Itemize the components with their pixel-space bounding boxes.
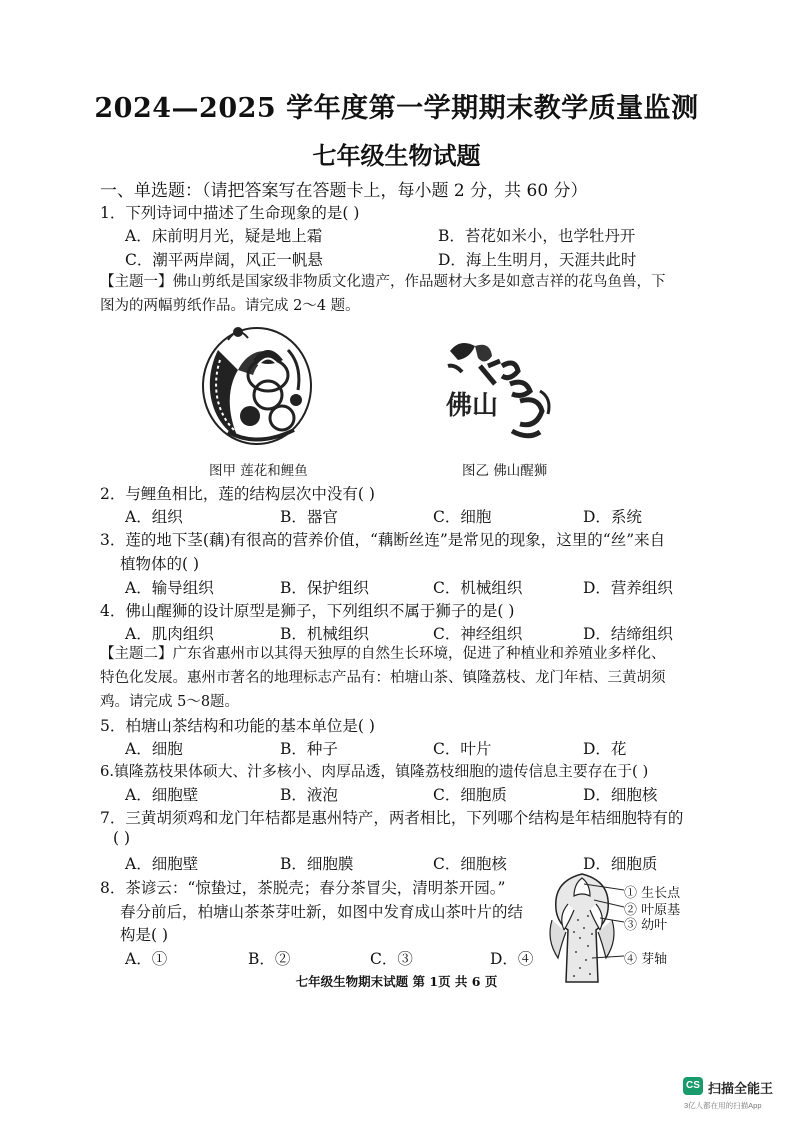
question-1-stem: 1．下列诗词中描述了生命现象的是( ) (100, 204, 360, 222)
question-7-option-b: B．细胞膜 (280, 855, 354, 873)
question-8-stem: 8．茶谚云：“惊蛰过，茶脱壳；春分茶冒尖，清明茶开园。” (100, 879, 506, 897)
question-6-option-d: D．细胞核 (583, 786, 658, 804)
question-5-option-d: D．花 (583, 740, 627, 758)
camscanner-logo-icon: CS (683, 1077, 703, 1095)
figure-b-caption: 图乙 佛山醒狮 (462, 463, 548, 479)
lotus-carp-papercut-image (198, 320, 316, 448)
question-8-stem-cont-1: 春分前后，柏塘山茶茶芽吐新，如图中发育成山茶叶片的结 (120, 903, 524, 921)
question-7-option-a: A．细胞壁 (125, 855, 199, 873)
question-6-stem: 6.镇隆荔枝果体硕大、汁多核小、肉厚品透，镇隆荔枝细胞的遗传信息主要存在于( ) (100, 763, 649, 780)
foshan-lion-papercut-image (440, 336, 558, 448)
bud-label-4: ④ 芽轴 (624, 952, 668, 967)
foshan-text: 佛山 (446, 391, 499, 421)
question-1-option-c: C．潮平两岸阔，风正一帆悬 (125, 251, 323, 269)
question-8-option-a: A．① (125, 950, 168, 968)
question-3-stem-cont: 植物体的( ) (120, 555, 200, 573)
question-2-option-a: A．组织 (125, 508, 183, 526)
question-6-option-c: C．细胞质 (433, 786, 507, 804)
bud-label-2: ② 叶原基 (624, 903, 681, 918)
question-4-option-c: C．神经组织 (433, 625, 523, 643)
question-1-option-a: A．床前明月光，疑是地上霜 (125, 227, 323, 245)
question-7-option-c: C．细胞核 (433, 855, 507, 873)
question-1-option-b: B．苔花如米小，也学牡丹开 (438, 227, 636, 245)
topic-2-line-3: 鸡。请完成 5～8题。 (100, 694, 240, 710)
question-7-stem: 7．三黄胡须鸡和龙门年桔都是惠州特产，两者相比，下列哪个结构是年桔细胞特有的 (100, 809, 684, 827)
bud-label-1: ① 生长点 (624, 886, 681, 901)
figure-a-caption: 图甲 莲花和鲤鱼 (209, 463, 308, 479)
question-5-option-b: B．种子 (280, 740, 338, 758)
question-1-option-d: D．海上生明月，天涯共此时 (438, 251, 637, 269)
question-2-option-c: C．细胞 (433, 508, 492, 526)
question-3-option-c: C．机械组织 (433, 579, 523, 597)
question-4-option-d: D．结缔组织 (583, 625, 673, 643)
question-6-option-a: A．细胞壁 (125, 786, 199, 804)
page-title: 2024—2025 学年度第一学期期末教学质量监测 (94, 93, 699, 124)
topic-2-line-2: 特色化发展。惠州市著名的地理标志产品有：柏塘山茶、镇隆荔枝、龙门年桔、三黄胡须 (100, 670, 666, 686)
question-7-stem-cont: ( ) (113, 829, 131, 847)
section-heading: 一、单选题：（请把答案写在答题卡上，每小题 2 分，共 60 分） (100, 181, 588, 201)
question-3-stem: 3．莲的地下茎(藕)有很高的营养价值，“藕断丝连”是常见的现象，这里的“丝”来自 (100, 531, 666, 549)
question-3-option-a: A．输导组织 (125, 579, 214, 597)
watermark-name: 扫描全能王 (708, 1081, 774, 1096)
bud-structure-diagram (544, 870, 624, 988)
question-8-option-b: B．② (248, 950, 291, 968)
page-footer: 七年级生物期末试题 第 1页 共 6 页 (295, 974, 498, 989)
page-subtitle: 七年级生物试题 (312, 141, 481, 170)
question-6-option-b: B．液泡 (280, 786, 338, 804)
question-8-stem-cont-2: 构是( ) (120, 926, 169, 944)
topic-1-line-2: 图为的两幅剪纸作品。请完成 2～4 题。 (100, 298, 360, 314)
question-3-option-b: B．保护组织 (280, 579, 369, 597)
question-2-stem: 2．与鲤鱼相比，莲的结构层次中没有( ) (100, 485, 375, 503)
question-7-option-d: D．细胞质 (583, 855, 658, 873)
question-5-option-a: A．细胞 (125, 740, 183, 758)
watermark-tagline: 3亿人都在用的扫描App (684, 1101, 762, 1110)
question-5-option-c: C．叶片 (433, 740, 492, 758)
topic-1-line-1: 【主题一】佛山剪纸是国家级非物质文化遗产，作品题材大多是如意吉祥的花鸟鱼兽，下 (100, 274, 666, 290)
question-4-option-a: A．肌肉组织 (125, 625, 214, 643)
question-3-option-d: D．营养组织 (583, 579, 673, 597)
question-5-stem: 5．柏塘山茶结构和功能的基本单位是( ) (100, 717, 375, 735)
topic-2-line-1: 【主题二】广东省惠州市以其得天独厚的自然生长环境，促进了种植业和养殖业多样化、 (100, 646, 666, 662)
question-2-option-d: D．系统 (583, 508, 642, 526)
question-2-option-b: B．器官 (280, 508, 338, 526)
question-8-option-c: C．③ (370, 950, 413, 968)
bud-label-3: ③ 幼叶 (624, 918, 668, 933)
question-4-stem: 4．佛山醒狮的设计原型是狮子，下列组织不属于狮子的是( ) (100, 602, 515, 620)
question-8-option-d: D．④ (490, 950, 534, 968)
question-4-option-b: B．机械组织 (280, 625, 369, 643)
